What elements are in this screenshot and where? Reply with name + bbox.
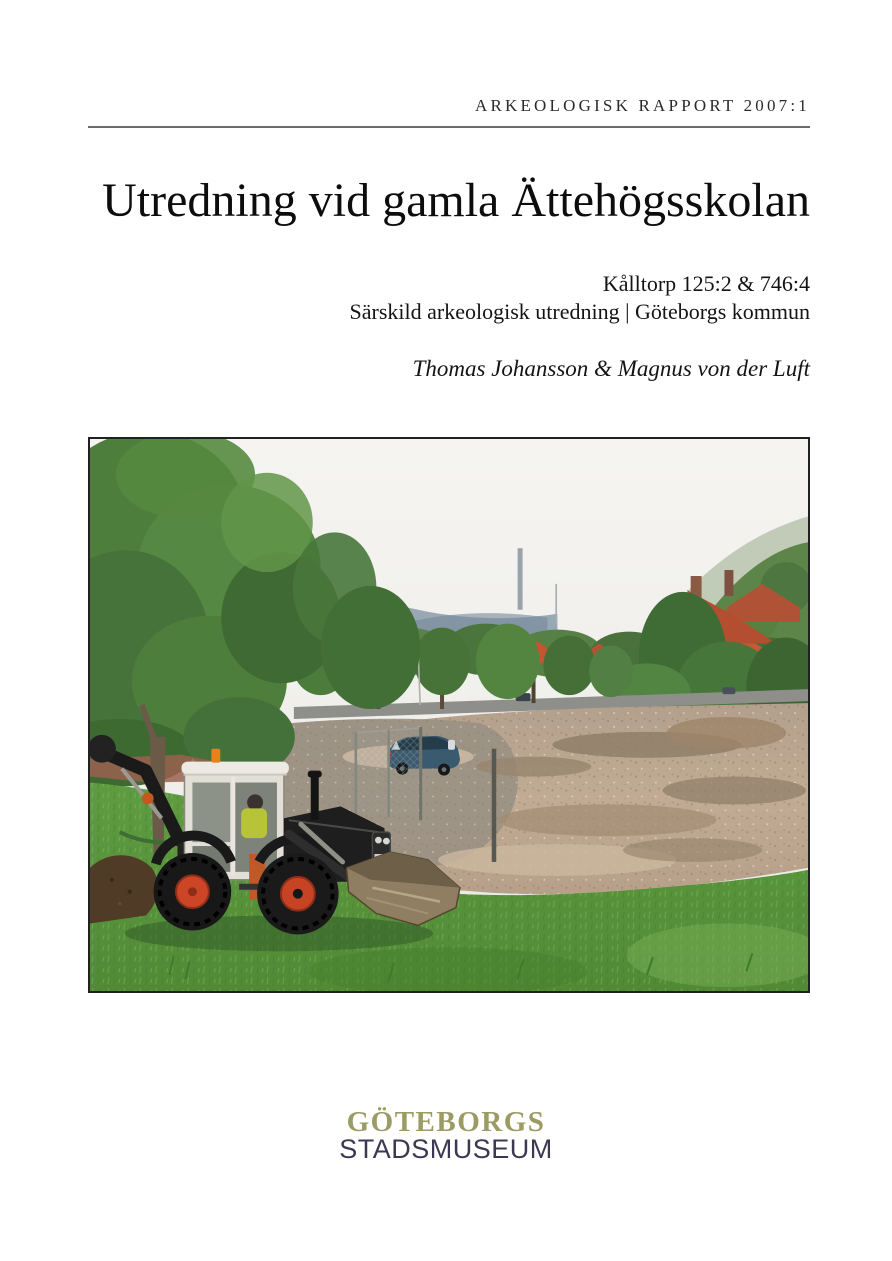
report-title: Utredning vid gamla Ättehögsskolan	[102, 174, 810, 227]
subtitle-block	[350, 270, 810, 326]
museum-logo	[0, 1108, 892, 1163]
header-divider	[88, 126, 810, 128]
subtitle-type: Särskild arkeologisk utredning | Göteborgs kommun	[349, 299, 810, 324]
cover-photo	[88, 437, 810, 993]
cover-photo-illustration	[90, 439, 808, 991]
report-series-label: ARKEOLOGISK RAPPORT 2007:1	[474, 96, 810, 115]
subtitle-location: Kålltorp 125:2 & 746:4	[602, 271, 810, 296]
logo-line-goteborgs: GÖTEBORGS	[346, 1106, 546, 1138]
authors-line: Thomas Johansson & Magnus von der Luft	[412, 356, 810, 381]
logo-line-stadsmuseum: STADSMUSEUM	[339, 1134, 553, 1164]
